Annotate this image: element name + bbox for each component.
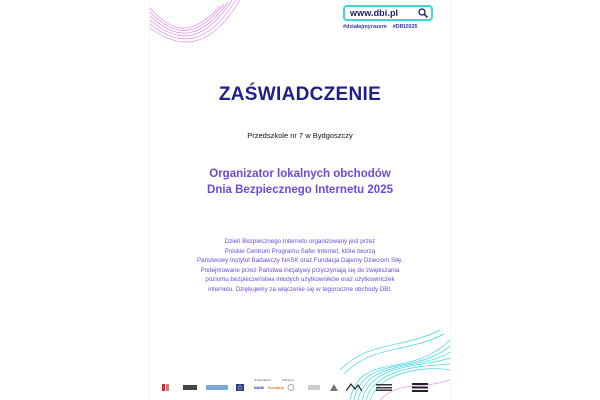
logo-mark xyxy=(330,384,338,391)
logo-mark xyxy=(376,384,392,391)
logo-mark xyxy=(162,384,172,391)
logo-mark xyxy=(308,384,320,391)
recipient-name: Przedszkole nr 7 w Bydgoszczy xyxy=(247,131,353,140)
hashtag: #DBI2025 xyxy=(392,24,418,30)
body-line: Państwowy Instytut Badawczy NASK oraz Fundacja Dajemy Dzieciom Siłę. xyxy=(197,257,403,265)
certificate-body xyxy=(180,237,420,295)
nask-logo: NASK xyxy=(254,385,265,390)
partner-logos xyxy=(150,378,450,396)
body-line: Podejmowane przez Państwa inicjatywy przyczyniają się do zwiększania xyxy=(200,266,400,274)
logo-mark xyxy=(183,385,197,390)
logo-caption: Partnerzy xyxy=(282,378,294,382)
body-line: Polskie Centrum Programu Safer Internet, które tworzą xyxy=(224,247,376,255)
award-line: Dnia Bezpiecznego Internetu 2025 xyxy=(207,184,393,196)
website-url: www.dbi.pl xyxy=(350,8,399,18)
logo-caption: Organizatorzy xyxy=(254,378,272,382)
decorative-wave-top xyxy=(150,0,240,60)
hashtags xyxy=(343,24,443,30)
certificate-page xyxy=(150,0,450,400)
certificate-title: ZAŚWIADCZENIE xyxy=(218,84,382,105)
logo-mark xyxy=(346,383,362,392)
search-icon xyxy=(417,7,429,19)
body-line: Dzień Bezpiecznego Internetu organizowany jest przez xyxy=(224,238,376,245)
body-line: poziomu bezpieczeństwa młodych użytkowników oraz użytkowniczek xyxy=(205,276,395,284)
logo-mark xyxy=(206,385,228,390)
logo-mark xyxy=(286,384,296,391)
hashtag: #działajmyrazem xyxy=(343,24,387,30)
body-line: internetu. Dziękujemy za włączenie się w tegoroczne obchody DBI. xyxy=(208,285,392,293)
award-title xyxy=(150,166,450,198)
logo-mark xyxy=(412,383,428,392)
website-url-box xyxy=(343,5,433,21)
eu-flag-icon xyxy=(236,384,244,391)
fundacja-logo: Fundacja xyxy=(268,385,284,390)
award-line: Organizator lokalnych obchodów xyxy=(209,168,391,180)
